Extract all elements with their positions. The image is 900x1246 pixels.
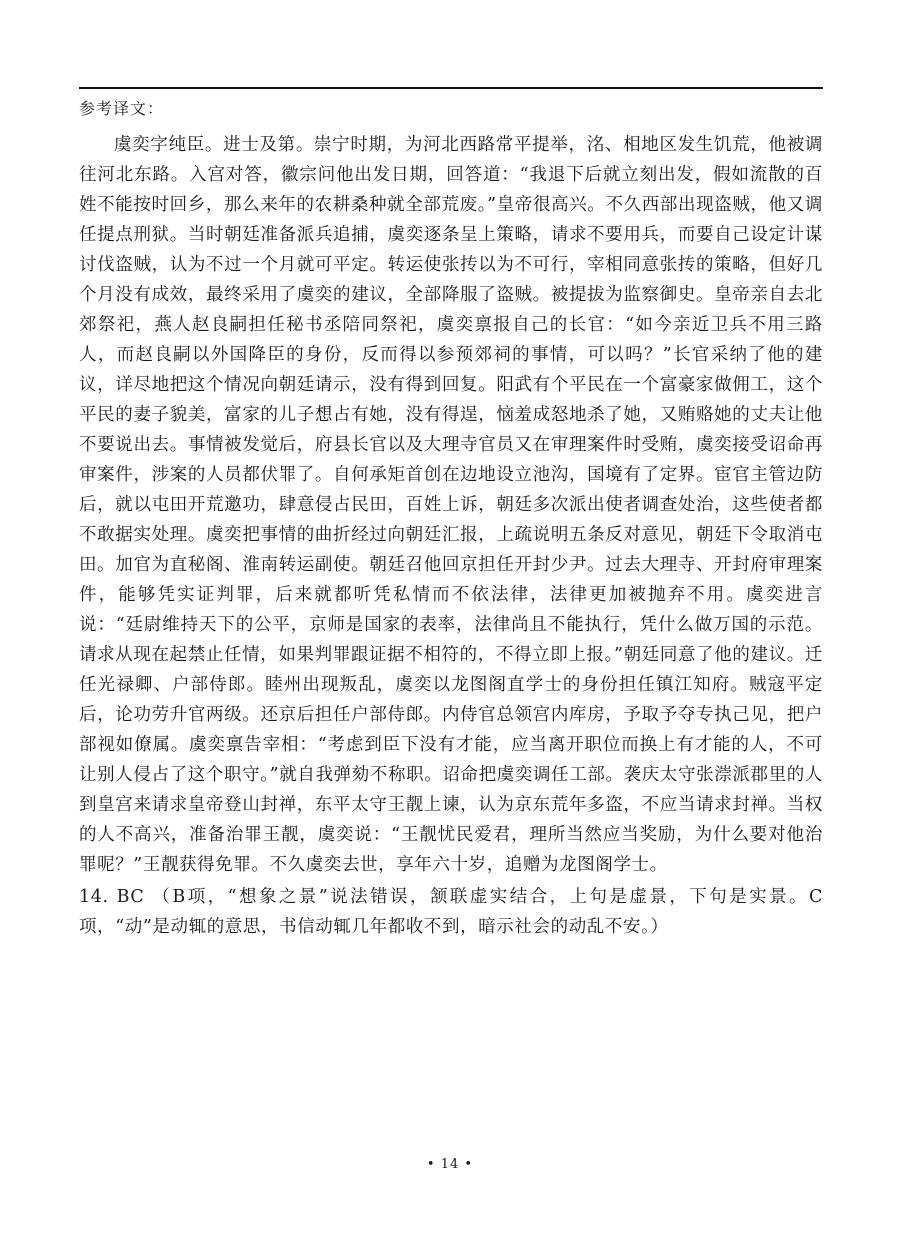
- document-body: [79, 94, 823, 942]
- page-number: • 14 •: [426, 1157, 474, 1172]
- translation-paragraph: 虞奕字纯臣。进士及第。崇宁时期，为河北西路常平提举，洺、相地区发生饥荒，他被调往河北东路。入宫对答，徽宗问他出发日期，回答道：“我退下后就立刻出发，假如流散的百姓不能按时回乡，那么来年的农耕桑种就全部荒废。”皇帝很高兴。不久西部出现盗贼，他又调任提点刑狱。当时朝廷准备派兵追捕，虞奕逐条呈上策略，请求不要用兵，而要自己设定计谋讨伐盗贼，认为不过一个月就可平定。转运使张抟以为不可行，宰相同意张抟的策略，但好几个月没有成效，最终采用了虞奕的建议，全部降服了盗贼。被提拔为监察御史。皇帝亲自去北郊祭祀，燕人赵良嗣担任秘书丞陪同祭祀，虞奕禀报自己的长官：“如今亲近卫兵不用三路人，而赵良嗣以外国降臣的身份，反而得以参预郊祠的事情，可以吗？”长官采纳了他的建议，详尽地把这个情况向朝廷请示，没有得到回复。阳武有个平民在一个富豪家做佣工，这个平民的妻子貌美，富家的儿子想占有她，没有得逞，恼羞成怒地杀了她，又贿赂她的丈夫让他不要说出去。事情被发觉后，府县长官以及大理寺官员又在审理案件时受贿，虞奕接受诏命再审案件，涉案的人员都伏罪了。自何承矩首创在边地设立池沟，国境有了定界。宦官主管边防后，就以屯田开荒邀功，肆意侵占民田，百姓上诉，朝廷多次派出使者调查处治，这些使者都不敢据实处理。虞奕把事情的曲折经过向朝廷汇报，上疏说明五条反对意见，朝廷下令取消屯田。加官为直秘阁、淮南转运副使。朝廷召他回京担任开封少尹。过去大理寺、开封府审理案件，能够凭实证判罪，后来就都听凭私情而不依法律，法律更加被抛弃不用。虞奕进言说：“廷尉维持天下的公平，京师是国家的表率，法律尚且不能执行，凭什么做万国的示范。请求从现在起禁止任情，如果判罪跟证据不相符的，不得立即上报。”朝廷同意了他的建议。迁任光禄卿、户部侍郎。睦州出现叛乱，虞奕以龙图阁直学士的身份担任镇江知府。贼寇平定后，论功劳升官两级。还京后担任户部侍郎。内侍官总领宫内库房，予取予夺专执己见，把户部视如僚属。虞奕禀告宰相：“考虑到臣下没有才能，应当离开职位而换上有才能的人，不可让别人侵占了这个职守。”就自我弹劾不称职。诏命把虞奕调任工部。袭庆太守张漴派郡里的人到皇宫来请求皇帝登山封禅，东平太守王靓上谏，认为京东荒年多盗，不应当请求封禅。当权的人不高兴，准备治罪王靓，虞奕说：“王靓忧民爱君，理所当然应当奖励，为什么要对他治罪呢？”王靓获得免罪。不久虞奕去世，享年六十岁，追赠为龙图阁学士。: [79, 135, 823, 875]
- header-rule: [79, 87, 823, 89]
- answer-paragraph: 14. BC （B项，“想象之景”说法错误，颔联虚实结合，上句是虚景，下句是实景。C项，“动”是动辄的意思，书信动辄几年都收不到，暗示社会的动乱不安。）: [79, 887, 823, 937]
- section-heading: 参考译文：: [79, 99, 165, 118]
